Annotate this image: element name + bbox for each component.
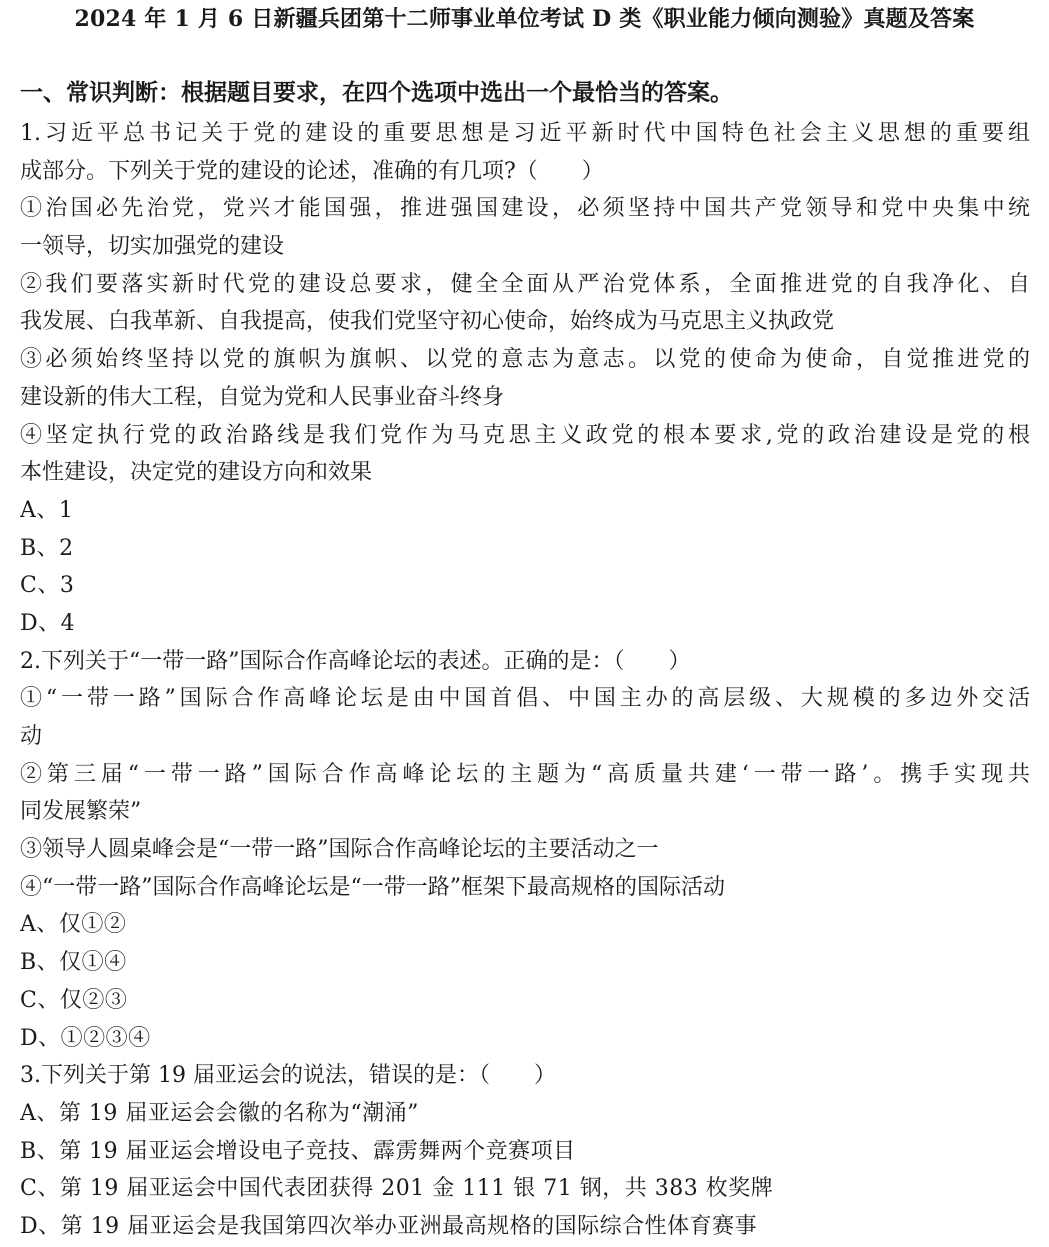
q1-stem-line-2: 成部分。下列关于党的建设的论述，准确的有几项?（ ） [20,158,604,184]
q2-statement-2-line-1: ②第三届“一带一路”国际合作高峰论坛的主题为“高质量共建‘一带一路’。携手实现共 [20,761,1030,787]
section-heading: 一、常识判断：根据题目要求，在四个选项中选出一个最恰当的答案。 [20,79,733,106]
q3-option-c: C、第 19 届亚运会中国代表团获得 201 金 111 银 71 钢，共 383 枚奖牌 [20,1176,774,1202]
q1-option-c: C、3 [20,573,75,599]
q2-statement-1-line-1: ①“一带一路”国际合作高峰论坛是由中国首倡、中国主办的高层级、大规模的多边外交活 [20,686,1030,712]
q2-statement-1-line-2: 动 [20,724,43,749]
document-title: 2024 年 1 月 6 日新疆兵团第十二师事业单位考试 D 类《职业能力倾向测验》真题及答案 [74,6,975,32]
q2-statement-4: ④“一带一路”国际合作高峰论坛是“一带一路”框架下最高规格的国际活动 [20,874,725,900]
q1-statement-1-line-2: 一领导，切实加强党的建设 [20,234,285,260]
q1-option-a: A、1 [20,497,74,523]
q1-statement-3-line-1: ③必须始终坚持以党的旗帜为旗帜、以党的意志为意志。以党的使命为使命，自觉推进党的 [20,347,1030,373]
q2-option-b: B、仅①④ [20,950,127,976]
q3-option-b: B、第 19 届亚运会增设电子竞技、霹雳舞两个竞赛项目 [20,1138,576,1164]
q1-statement-3-line-2: 建设新的伟大工程，自觉为党和人民事业奋斗终身 [20,384,505,410]
q1-option-b: B、2 [20,535,74,561]
q1-statement-2-line-1: ②我们要落实新时代党的建设总要求，健全全面从严治党体系，全面推进党的自我净化、自 [20,271,1030,297]
q2-stem: 2.下列关于“一带一路”国际合作高峰论坛的表述。正确的是：（ ） [20,648,691,674]
q2-option-c: C、仅②③ [20,987,128,1013]
q1-statement-1-line-1: ①治国必先治党，党兴才能国强，推进强国建设，必须坚持中国共产党领导和党中央集中统 [20,196,1030,222]
q2-option-d: D、①②③④ [20,1025,151,1051]
q1-statement-2-line-2: 我发展、白我革新、自我提高，使我们党坚守初心使命，始终成为马克思主义执政党 [20,309,835,335]
q2-option-a: A、仅①② [20,912,127,938]
q1-option-d: D、4 [20,610,76,636]
q1-statement-4-line-2: 本性建设，决定党的建设方向和效果 [20,460,373,486]
q2-statement-3: ③领导人圆桌峰会是“一带一路”国际合作高峰论坛的主要活动之一 [20,837,659,863]
q3-option-a: A、第 19 届亚运会会徽的名称为“潮涌” [20,1100,419,1126]
q3-stem: 3.下列关于第 19 届亚运会的说法，错误的是：（ ） [20,1063,556,1089]
q1-stem-line-1: 1.习近平总书记关于党的建设的重要思想是习近平新时代中国特色社会主义思想的重要组 [20,121,1030,146]
document-body [20,115,1030,1246]
q1-statement-4-line-1: ④坚定执行党的政治路线是我们党作为马克思主义政党的根本要求,党的政治建设是党的根 [20,422,1030,448]
q2-statement-2-line-2: 同发展繁荣” [20,799,142,825]
q3-option-d: D、第 19 届亚运会是我国第四次举办亚洲最高规格的国际综合性体育赛事 [20,1213,758,1239]
